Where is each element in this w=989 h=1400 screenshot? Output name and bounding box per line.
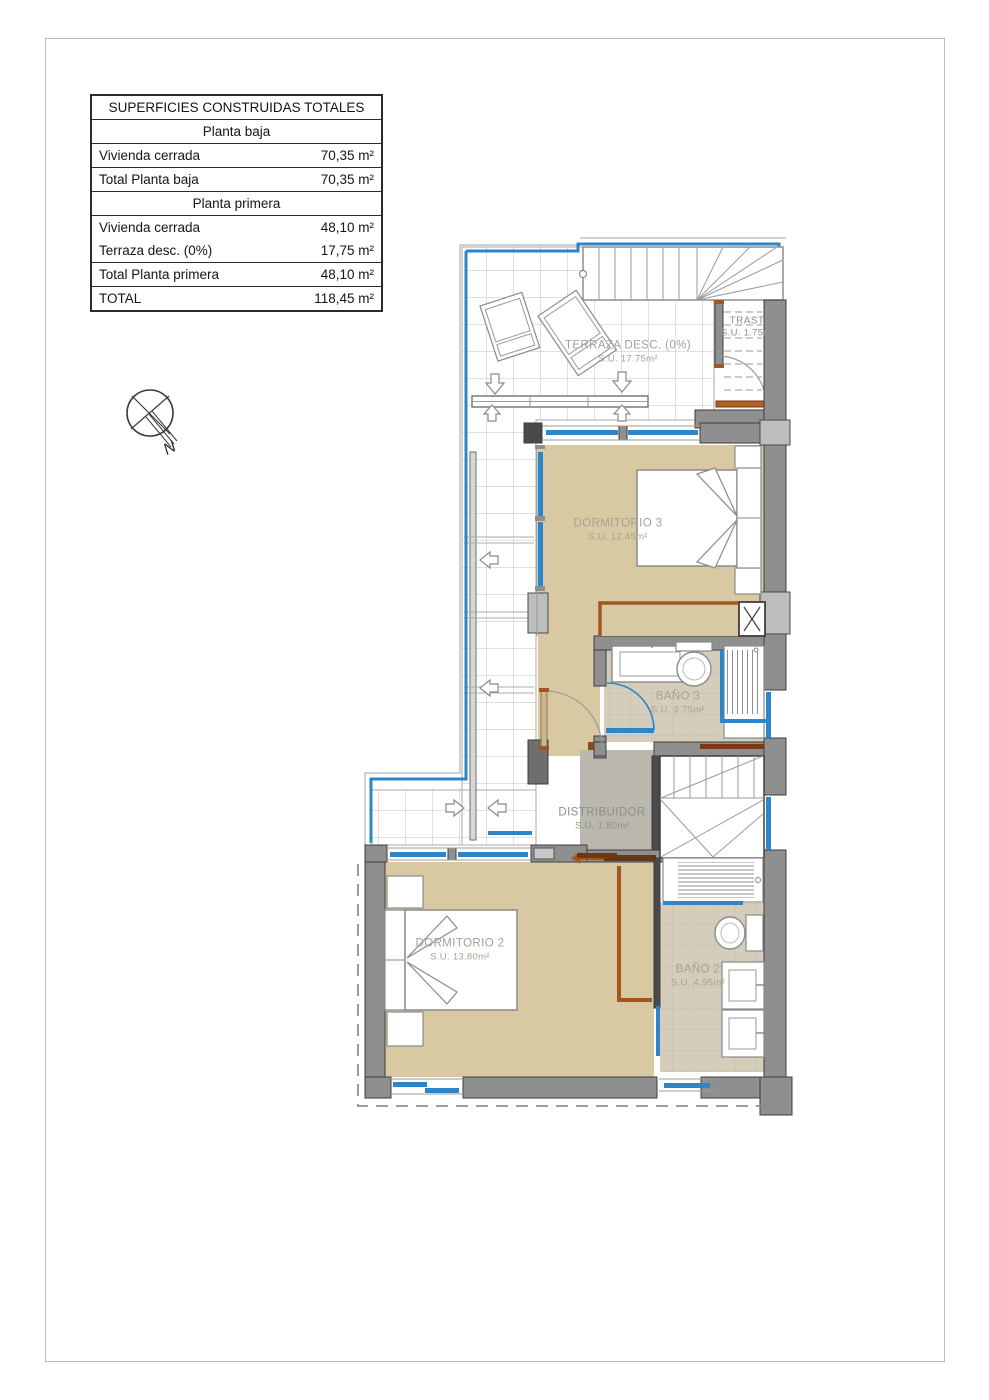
row-value: 48,10 m² <box>320 220 374 235</box>
room-area: S.U. 3.75m² <box>651 704 705 716</box>
room-label-bano-2 <box>671 963 725 988</box>
room-label-distribuidor <box>558 806 645 831</box>
room-name: DISTRIBUIDOR <box>558 806 646 819</box>
room-name: TRAST. <box>729 315 767 327</box>
toilet-bano-3 <box>676 642 712 686</box>
vanity-bano-2 <box>722 962 766 1057</box>
room-area: S.U. 13.80m² <box>430 951 490 963</box>
row-label: TOTAL <box>99 291 142 306</box>
room-area: S.U. 4.95m² <box>671 977 725 989</box>
row-label: Total Planta baja <box>99 172 199 187</box>
trastero-door <box>716 401 766 407</box>
room-area: S.U. 1.80m² <box>575 820 629 832</box>
stairs-upper <box>580 247 784 300</box>
room-name: BAÑO 2 <box>675 963 721 976</box>
ventilation-shaft <box>739 602 765 636</box>
shower-bano-3 <box>720 646 766 738</box>
glass-screen <box>656 1006 660 1056</box>
shower-bano-2 <box>663 858 763 905</box>
row-value: 48,10 m² <box>320 267 374 282</box>
room-area: S.U. 17.75m² <box>598 353 658 365</box>
room-label-bano-3 <box>651 690 705 715</box>
room-name: DORMITORIO 2 <box>415 937 505 950</box>
north-label: N <box>160 438 179 459</box>
room-label-dormitorio-3 <box>574 517 663 542</box>
table-title: SUPERFICIES CONSTRUIDAS TOTALES <box>108 100 365 115</box>
room-area: S.U. 1.75m² <box>721 327 775 339</box>
row-value: 17,75 m² <box>320 243 374 258</box>
north-compass-icon <box>127 390 179 459</box>
stairs-lower <box>660 744 764 858</box>
room-label-trastero <box>721 315 775 338</box>
row-value: 70,35 m² <box>320 148 374 163</box>
row-label: Terraza desc. (0%) <box>99 243 213 258</box>
row-label: Vivienda cerrada <box>99 148 201 163</box>
room-label-terraza <box>565 339 691 364</box>
room-label-dormitorio-2 <box>416 937 505 962</box>
room-name: BAÑO 3 <box>655 690 701 703</box>
section-header-label: Planta primera <box>192 196 281 211</box>
room-area: S.U. 12.45m² <box>588 531 648 543</box>
stair-handrail <box>700 744 764 749</box>
room-name: TERRAZA DESC. (0%) <box>564 339 692 352</box>
room-name: DORMITORIO 3 <box>573 517 663 530</box>
row-value: 118,45 m² <box>314 291 374 306</box>
row-label: Vivienda cerrada <box>99 220 201 235</box>
row-value: 70,35 m² <box>320 172 374 187</box>
toilet-bano-2 <box>715 915 763 951</box>
row-label: Total Planta primera <box>99 267 220 282</box>
section-header-label: Planta baja <box>202 124 271 139</box>
wardrobe-dormitorio-3 <box>600 602 738 636</box>
